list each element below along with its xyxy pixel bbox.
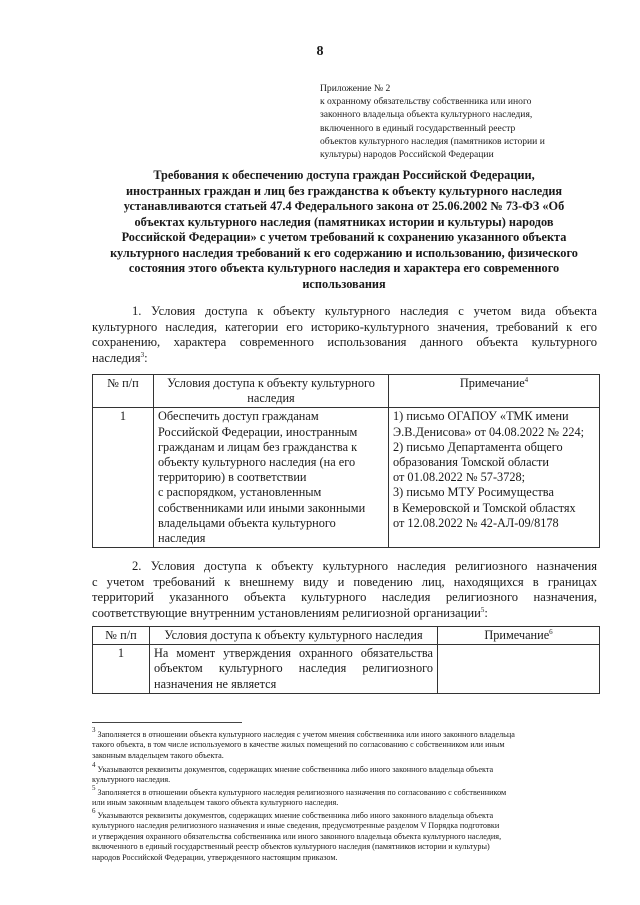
conditions-table-1	[92, 374, 600, 548]
title-line: Требования к обеспечению доступа граждан Российской Федерации,	[153, 168, 535, 182]
cell-line: 1) письмо ОГАПОУ «ТМК имени	[393, 409, 569, 424]
paragraph-text: соответствующие внутренним установлениям религиозной организации	[92, 605, 481, 620]
header-num: № п/п	[93, 627, 150, 645]
paragraph-line	[92, 351, 597, 367]
footnote-text: Заполняется в отношении объекта культурного наследия с учетом мнения собственника или иного законного владельца	[97, 730, 515, 739]
paragraph-tail: :	[484, 605, 488, 620]
header-conditions-line: наследия	[247, 391, 295, 406]
row-conditions	[150, 645, 438, 694]
footnote-text: Указываются реквизиты документов, содержащих мнение собственника либо иного законного владельца объекта	[97, 811, 494, 820]
row-num: 1	[93, 645, 150, 694]
paragraph-line: с учетом требований к внешнему виду и поведению лиц, находящихся в границах	[92, 574, 597, 589]
footnote-line	[92, 807, 597, 821]
header-note-label: Примечание	[459, 376, 525, 390]
table-row	[93, 408, 600, 548]
footnote-line: культурного наследия религиозного назначения и иные сведения, предусмотренные разделом V Порядка подготовки	[92, 821, 500, 831]
title-line: Российской Федерации» с учетом требований к сохранению указанного объекта	[121, 230, 567, 244]
title-line: объектах культурного наследия (памятниках истории и культуры) народов	[134, 214, 554, 229]
paragraph-line: сохранению, характера современного использования данного объекта культурного	[92, 335, 597, 349]
cell-line: образования Томской области	[393, 455, 549, 470]
appendix-line: объектов культурного наследия (памятников истории и	[320, 135, 545, 147]
section-2-paragraph	[92, 559, 597, 621]
footnote-line: или иным законным владельцем такого объекта культурного наследия.	[92, 798, 339, 808]
header-note-label: Примечание	[484, 628, 550, 642]
cell-line: Обеспечить доступ гражданам	[158, 409, 319, 424]
row-notes	[438, 645, 600, 694]
cell-line: 2) письмо Департамента общего	[393, 439, 563, 454]
footnote-line: культурного наследия.	[92, 775, 171, 785]
row-notes	[389, 408, 600, 548]
paragraph-line	[92, 606, 597, 622]
cell-line: назначения не является	[154, 676, 277, 691]
appendix-line: к охранному обязательству собственника или иного	[320, 96, 532, 108]
footnote-separator	[92, 722, 242, 723]
title-line: состояния этого объекта культурного наследия и характера его современного	[128, 261, 560, 275]
cell-line: территорию) в соответствии	[158, 470, 307, 485]
page-number: 8	[316, 44, 324, 59]
cell-line: от 12.08.2022 № 42-АЛ-09/8178	[393, 515, 559, 530]
paragraph-line: территорий указанного объекта культурного наследия религиозного назначения,	[92, 590, 597, 604]
table-header-row	[93, 627, 600, 645]
title-line: культурного наследия требований к его содержанию и использованию, физического	[110, 245, 578, 260]
table-header-row	[93, 375, 600, 408]
footnote-number: 5	[92, 784, 96, 792]
footnote-text: Заполняется в отношении объекта культурного наследия религиозного назначения по согласованию с собственником	[97, 788, 507, 797]
cell-line: наследия	[158, 531, 206, 546]
footnote-line: народов Российской Федерации, утвержденного настоящим приказом.	[92, 852, 338, 862]
footnote-line: такого объекта, в том числе используемого в качестве жилых помещений по согласованию с собственником или иным	[92, 740, 505, 750]
footnote-line: и утверждения охранного обязательства собственника или иного законного владельца объекта культурного наследия,	[92, 831, 502, 841]
cell-line: Российской Федерации, иностранным	[158, 424, 358, 439]
appendix-header	[320, 82, 580, 161]
footnote-ref: 3	[140, 350, 145, 359]
title-line: устанавливаются статьей 47.4 Федерального закона от 25.06.2002 № 73-ФЗ «Об	[123, 199, 565, 213]
footnote	[92, 761, 597, 786]
conditions-table-2	[92, 626, 600, 694]
footnote-line	[92, 726, 597, 740]
paragraph-line: 2. Условия доступа к объекту культурного наследия религиозного назначения	[132, 559, 597, 573]
header-note	[438, 627, 600, 645]
paragraph-line: культурного наследия, категории его историко-культурного значения, требований к его	[92, 319, 597, 334]
header-conditions: Условия доступа к объекту культурного наследия	[150, 627, 438, 645]
cell-line: Э.В.Денисова» от 04.08.2022 № 224;	[393, 424, 585, 439]
footnote-ref: 4	[524, 376, 529, 384]
title-line: использования	[302, 276, 386, 291]
footnote-line: законным владельцем такого объекта.	[92, 750, 224, 760]
footnote	[92, 784, 597, 809]
table-row	[93, 645, 600, 694]
cell-line: владельцами объекта культурного	[158, 515, 336, 530]
footnote-number: 6	[92, 807, 96, 815]
footnote-line	[92, 784, 597, 798]
paragraph-line: 1. Условия доступа к объекту культурного наследия с учетом вида объекта	[132, 304, 597, 318]
appendix-line: Приложение № 2	[320, 83, 391, 94]
paragraph-text: наследия	[92, 350, 141, 365]
header-note	[389, 375, 600, 408]
footnote-number: 3	[92, 726, 96, 734]
cell-line: гражданам и лицам без гражданства к	[158, 439, 358, 454]
cell-line: объектом культурного наследия религиозного	[154, 661, 433, 676]
footnote	[92, 726, 597, 761]
header-conditions-line: Условия доступа к объекту культурного	[167, 376, 375, 390]
footnote-line	[92, 761, 597, 775]
footnote-text: Указываются реквизиты документов, содержащих мнение собственника либо иного законного владельца объекта	[97, 765, 494, 774]
footnote-ref: 6	[549, 628, 553, 636]
cell-line: объекту культурного наследия (на его	[158, 455, 356, 470]
appendix-line: культуры) народов Российской Федерации	[320, 149, 494, 161]
footnote-number: 4	[92, 761, 96, 769]
footnote-ref: 5	[480, 605, 485, 614]
title-line: иностранных граждан и лиц без гражданства к объекту культурного наследия	[125, 183, 563, 198]
cell-line: На момент утверждения охранного обязательства	[154, 646, 433, 661]
cell-line: с распорядком, установленным	[158, 485, 322, 500]
row-conditions	[154, 408, 389, 548]
cell-line: в Кемеровской и Томской областях	[393, 500, 576, 515]
paragraph-tail: :	[144, 350, 148, 365]
cell-line: 3) письмо МТУ Росимущества	[393, 485, 554, 500]
document-title	[92, 168, 596, 292]
footnote	[92, 807, 597, 863]
header-conditions	[154, 375, 389, 408]
cell-line: от 01.08.2022 № 57-3728;	[393, 470, 526, 485]
appendix-line: включенного в единый государственный реестр	[320, 122, 516, 134]
cell-line: собственниками или иными законными	[158, 500, 366, 515]
appendix-line: законного владельца объекта культурного наследия,	[320, 109, 533, 121]
row-num: 1	[93, 408, 154, 548]
section-1-paragraph	[92, 304, 597, 366]
header-num: № п/п	[93, 375, 154, 408]
footnote-line: включенного в единый государственный реестр объектов культурного наследия (памятников истории и культуры)	[92, 842, 490, 852]
